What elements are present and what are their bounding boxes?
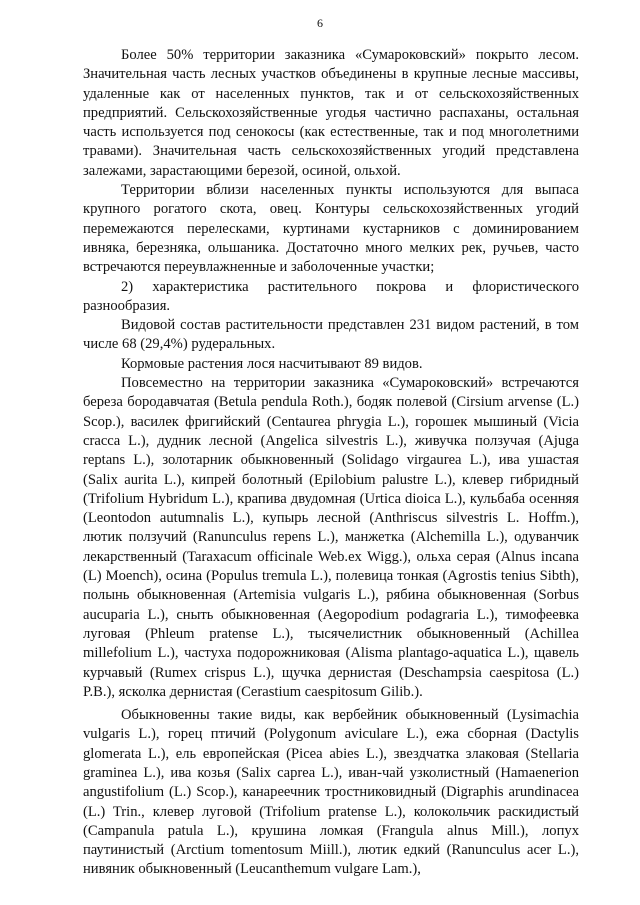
paragraph-common-species: Обыкновенны такие виды, как вербейник обыкновенный (Lysimachia vulgaris L.), горец птичий (Polygonum aviculare L.), ежа сборная (Dactylis glomerata L.), ель европейская (Picea abies L.), звездчатка злаковая (Stellaria graminea L.), ива козья (Salix caprea L.), иван-чай узколистный (Hamaenerion angustifolium (L.) Scop.), канареечник тростниковидный (Digraphis arundinacea (L.) Trin., клевер луговой (Trifolium pratense L.), колокольчик раскидистый (Campanula patula L.), крушина ломкая (Frangula alnus Mill.), лопух паутинистый (Arctium tomentosum Miill.), лютик едкий (Ranunculus acer L.), нивяник обыкновенный (Leucanthemum vulgare Lam.), [83,707,579,878]
paragraph-widespread-species: Повсеместно на территории заказника «Сумароковский» встречаются береза бородавчатая (Betula pendula Roth.), бодяк полевой (Cirsium arvense (L.) Scop.), василек фригийский (Centaurea phrygia L.), горошек мышиный (Vicia cracca L.), дудник лесной (Angelica silvestris L.), живучка ползучая (Ajuga reptans L.), золотарник обыкновенный (Solidago virgaurea L.), ива ушастая (Salix aurita L.), кипрей болотный (Epilobium palustre L.), клевер гибридный (Trifolium Hybridum L.), крапива двудомная (Urtica dioica L.), кульбаба осенняя (Leontodon autumnalis L.), купырь лесной (Anthriscus silvestris L. Hoffm.), лютик ползучий (Ranunculus repens L.), манжетка (Alchemilla L.), одуванчик лекарственный (Taraxacum officinale Web.ex Wigg.), ольха серая (Alnus incana (L) Moench), осина (Populus tremula L.), полевица тонкая (Agrostis tenius Sibth), полынь обыкновенная (Artemisia vulgaris L.), рябина обыкновенная (Sorbus aucuparia L.), сныть обыкновенная (Aegopodium podagraria L.), тимофеевка луговая (Phleum pratense L.), тысячелистник обыкновенный (Achillea millefolium L.), частуха подорожниковая (Alisma plantago-aquatica L.), щавель курчавый (Rumex crispus L.), щучка дернистая (Deschampsia caespitosa (L.) P.B.), ясколка дернистая (Cerastium caespitosum Gilib.). [83,375,579,700]
page-number: 6 [317,16,323,30]
paragraph-moose-forage: Кормовые растения лося насчитывают 89 видов. [121,355,423,372]
paragraph-settlement-areas: Территории вблизи населенных пункты используются для выпаса крупного рогатого скота, овец. Контуры сельскохозяйственных угодий перемежаются перелесками, куртинами кустарников с доминированием ивняка, березняка, ольшаника. Достаточно много мелких рек, ручьев, часто встречаются переувлажненные и заболоченные участки; [83,182,579,276]
paragraph-species-count: Видовой состав растительности представлен 231 видом растений, в том числе 68 (29,4%) рудеральных. [83,317,579,353]
paragraph-vegetation-heading: 2) характеристика растительного покрова и флористического разнообразия. [83,278,579,314]
document-body [83,46,579,880]
paragraph-forest-coverage: Более 50% территории заказника «Сумароковский» покрыто лесом. Значительная часть лесных участков объединены в крупные лесные массивы, удаленные как от населенных пунктов, так и от сельскохозяйственных предприятий. Сельскохозяйственные угодья частично распаханы, остальная часть используется под сенокосы (как естественные, так и под многолетними травами). Значительная часть сельскохозяйственных угодий представлена залежами, зарастающими березой, осиной, ольхой. [83,47,579,179]
